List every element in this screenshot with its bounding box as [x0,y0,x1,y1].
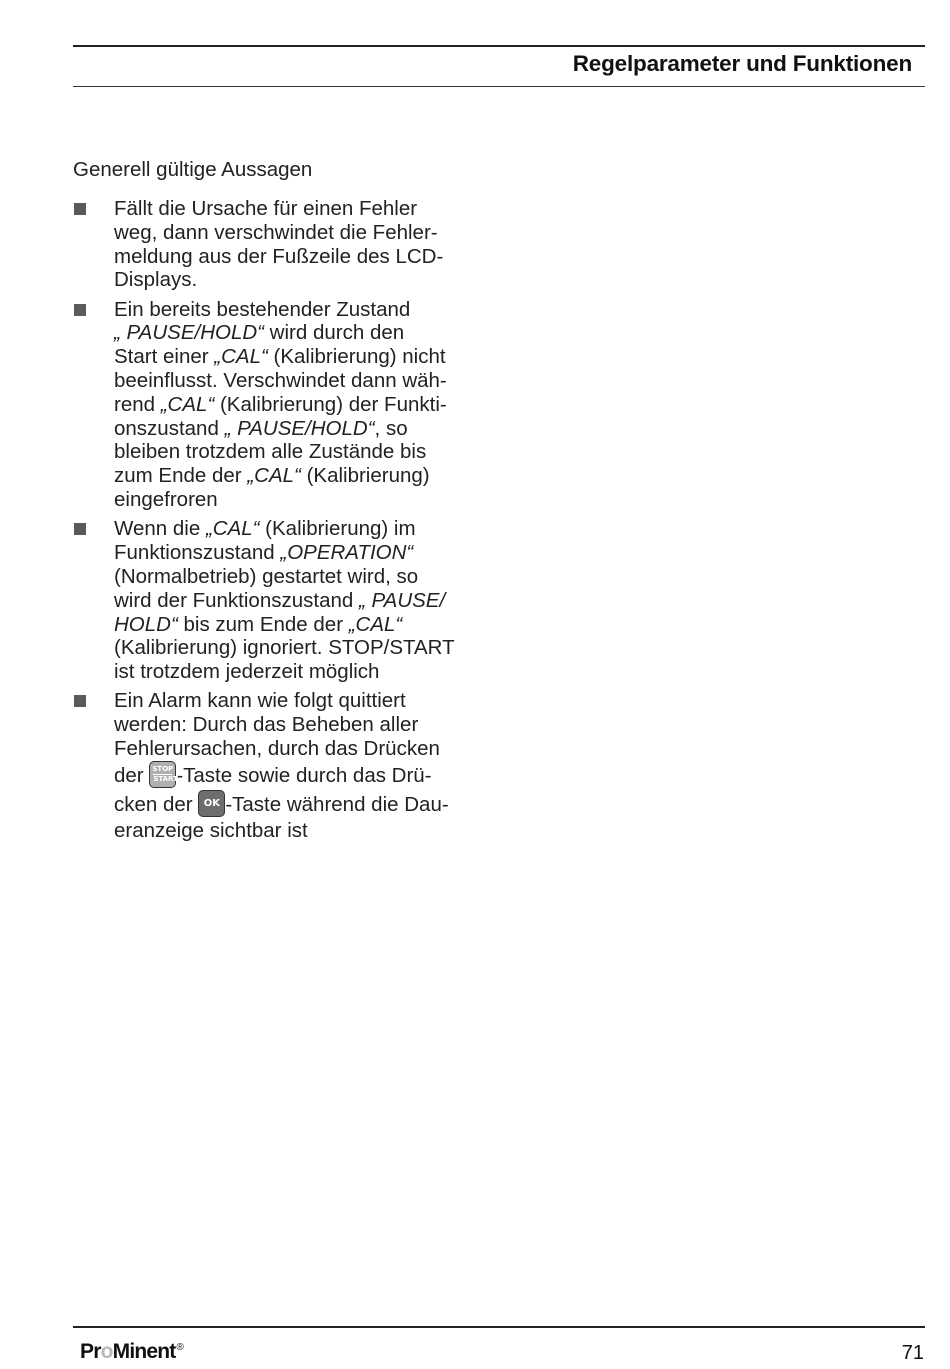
list-item [73,197,493,292]
text-line [114,589,493,613]
bullet-square-icon [74,203,86,215]
text-fragment: wird der Funktionszustand [114,588,359,612]
state-term: HOLD“ [114,612,178,636]
text-fragment: -Taste sowie durch das Drü- [176,763,432,787]
text-fragment: (Kalibrierung) [300,464,430,488]
text-fragment: -Taste während die Dau- [225,792,449,816]
page-number: 71 [901,1342,924,1364]
list-item [73,298,493,512]
text-line: (Normalbetrieb) gestartet wird, so [114,564,419,588]
text-fragment: rend [114,392,161,416]
state-term: „OPERATION“ [280,541,414,565]
state-term: „CAL“ [214,345,268,369]
text-line: Fällt die Ursache für einen Fehler [114,197,418,220]
start-key-label: START [153,774,178,783]
text-line: Displays. [114,268,198,292]
state-term: „ PAUSE/HOLD“ [224,416,375,440]
section-heading: Generell gültige Aussagen [73,158,313,181]
text-fragment: (Kalibrierung) der Funkti- [214,392,447,416]
text-line: ist trotzdem jederzeit möglich [114,660,380,684]
text-line [114,417,493,441]
text-fragment: (Kalibrierung) nicht [267,345,446,369]
bullet-square-icon [74,304,86,316]
text-fragment: onszustand [114,416,225,440]
header-top-rule [73,45,925,47]
text-line: eingefroren [114,488,218,512]
list-item [73,689,493,842]
text-line [114,541,493,565]
ok-key-icon: OK [198,790,225,817]
state-term: „CAL“ [247,464,301,488]
text-line [114,321,493,345]
text-line [114,393,493,417]
page-header-title: Regelparameter und Funktionen [572,51,912,76]
state-term: „ PAUSE/HOLD“ [114,321,264,345]
text-fragment: Wenn die [114,517,206,541]
text-fragment: (Kalibrierung) im [259,517,416,541]
prominent-logo [80,1340,183,1364]
state-term: „CAL“ [348,612,403,636]
text-line [114,790,493,819]
text-line: bleiben trotzdem alle Zustände bis [114,440,427,464]
text-line [114,464,493,488]
statements-list [73,197,493,848]
text-fragment: Funktionszustand [114,541,281,565]
bullet-square-icon [74,523,86,535]
text-line [114,613,493,637]
header-bottom-rule [73,86,925,87]
text-fragment: der [114,763,150,787]
text-fragment: wird durch den [263,321,405,345]
logo-text-pr: Pr [80,1340,101,1363]
text-line: beeinflusst. Verschwindet dann wäh- [114,369,447,393]
bullet-square-icon [74,695,86,707]
text-line: Ein Alarm kann wie folgt quittiert [114,689,406,713]
list-item [73,517,493,684]
text-line [114,345,493,369]
state-term: „ PAUSE/ [358,588,446,612]
registered-mark: ® [176,1342,184,1353]
stop-key-label: STOP [152,764,174,773]
text-line: meldung aus der Fußzeile des LCD- [114,244,444,268]
text-fragment: Start einer [114,345,215,369]
state-term: „CAL“ [160,392,215,416]
stop-start-key-icon [149,761,176,788]
footer-rule [73,1326,925,1328]
text-fragment: , so [374,416,408,440]
text-line: Fehlerursachen, durch das Drücken [114,737,440,761]
text-line: (Kalibrierung) ignoriert. STOP/START [114,636,455,660]
text-line: werden: Durch das Beheben aller [114,713,419,737]
logo-text-minent: Minent [112,1340,176,1363]
state-term: „CAL“ [205,517,260,541]
text-line [114,761,493,790]
logo-text-o: o [100,1340,113,1363]
text-line: Ein bereits bestehender Zustand [114,297,411,321]
text-fragment: zum Ende der [114,464,248,488]
text-line: weg, dann verschwindet die Fehler- [114,220,438,244]
text-line: eranzeige sichtbar ist [114,818,308,842]
text-fragment: cken der [114,792,199,816]
text-fragment: bis zum Ende der [177,612,349,636]
text-line [114,517,493,541]
